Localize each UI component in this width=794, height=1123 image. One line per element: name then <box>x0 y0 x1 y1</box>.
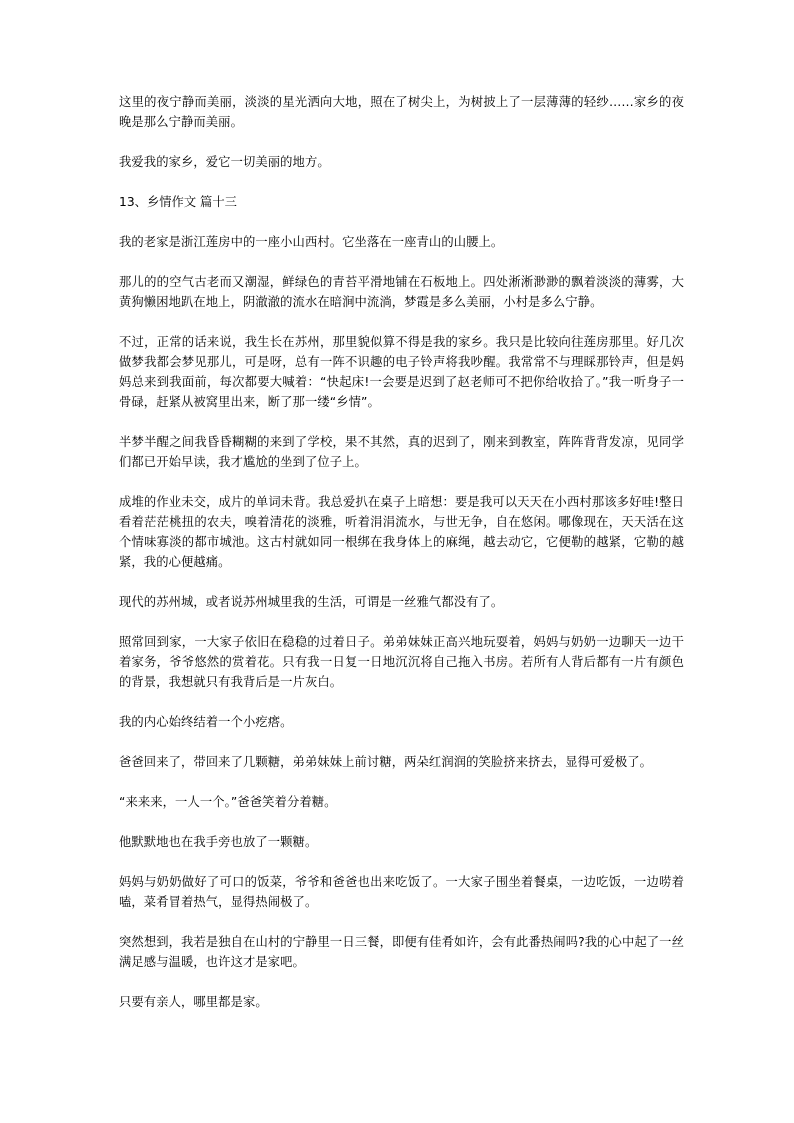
paragraph: 那儿的的空气古老而又潮湿，鲜绿色的青苔平滑地铺在石板地上。四处淅淅渺渺的飘着淡淡的薄雾，大黄狗懒困地趴在地上，阴澈澈的流水在暗涧中流淌，梦霞是多么美丽，小村是多么宁静。 <box>119 275 684 309</box>
paragraph-love-hometown: 我爱我的家乡，爱它一切美丽的地方。 <box>119 155 330 169</box>
paragraph: 爸爸回来了，带回来了几颗糖，弟弟妹妹上前讨糖，两朵红润润的笑脸挤来挤去，显得可爱极了。 <box>119 755 653 769</box>
paragraph-night: 这里的夜宁静而美丽，淡淡的星光洒向大地，照在了树尖上，为树披上了一层薄薄的轻纱……家乡的夜晚是那么宁静而美丽。 <box>119 95 684 129</box>
paragraph: 我的内心始终结着一个小疙瘩。 <box>119 715 293 729</box>
paragraph: 他默默地也在我手旁也放了一颗糖。 <box>119 835 318 849</box>
paragraph: 不过，正常的话来说，我生长在苏州，那里貌似算不得是我的家乡。我只是比较向往莲房那里。好几次做梦我都会梦见那儿，可是呀，总有一阵不识趣的电子铃声将我吵醒。我常常不与理睬那铃声，但是妈妈总来到我面前，每次都要大喊着：“快起床!一会要是迟到了赵老师可不把你给收拾了。”我一听身子一骨碌，赶紧从被窝里出来，断了那一缕“乡情”。 <box>119 335 684 409</box>
paragraph: 突然想到，我若是独自在山村的宁静里一日三餐，即便有佳肴如许，会有此番热闹吗?我的心中起了一丝满足感与温暖，也许这才是家吧。 <box>119 935 684 969</box>
paragraph: “来来来，一人一个。”爸爸笑着分着糖。 <box>119 795 337 809</box>
paragraph: 半梦半醒之间我昏昏糊糊的来到了学校，果不其然，真的迟到了，刚来到教室，阵阵背背发凉，见同学们都已开始早读，我才尴尬的坐到了位子上。 <box>119 435 684 469</box>
section-heading: 13、乡情作文 篇十三 <box>119 195 237 209</box>
paragraph: 现代的苏州城，或者说苏州城里我的生活，可谓是一丝雅气都没有了。 <box>119 595 504 609</box>
paragraph-closing: 只要有亲人，哪里都是家。 <box>119 995 268 1009</box>
paragraph: 我的老家是浙江莲房中的一座小山西村。它坐落在一座青山的山腰上。 <box>119 235 504 249</box>
paragraph: 妈妈与奶奶做好了可口的饭菜，爷爷和爸爸也出来吃饭了。一大家子围坐着餐桌，一边吃饭，一边唠着嗑，菜肴冒着热气，显得热闹极了。 <box>119 875 684 909</box>
paragraph: 照常回到家，一大家子依旧在稳稳的过着日子。弟弟妹妹正高兴地玩耍着，妈妈与奶奶一边聊天一边干着家务，爷爷悠然的赏着花。只有我一日复一日地沉沉将自己拖入书房。若所有人背后都有一片有颜色的背景，我想就只有我背后是一片灰白。 <box>119 635 684 689</box>
paragraph: 成堆的作业未交，成片的单词未背。我总爱扒在桌子上暗想：要是我可以天天在小西村那该多好哇!整日看着茫茫桃扭的农夫，嗅着清花的淡雅，听着涓涓流水，与世无争，自在悠闲。哪像现在，天天活在这个情味寡淡的都市城池。这古村就如同一根绑在我身体上的麻绳，越去动它，它便勒的越紧，它勒的越紧，我的心便越痛。 <box>119 495 684 569</box>
document-page <box>119 92 684 1012</box>
